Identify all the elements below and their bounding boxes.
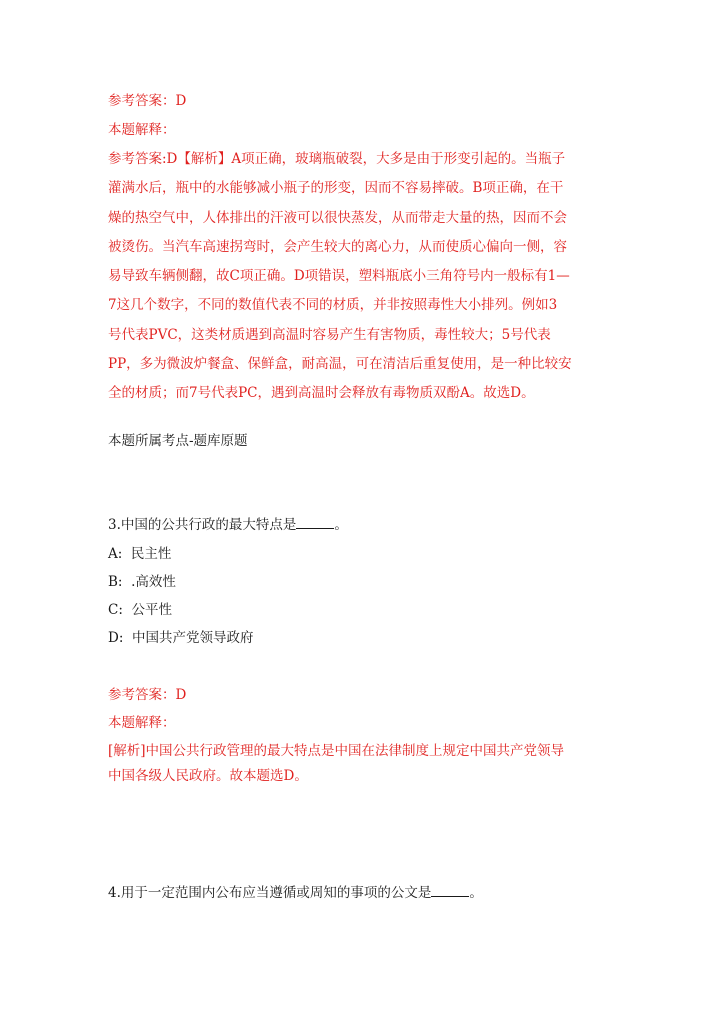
option-key: B: bbox=[108, 574, 123, 590]
q2-explanation-line: 号代表PVC，这类材质遇到高温时容易产生有害物质，毒性较大；5号代表 bbox=[108, 326, 551, 343]
option-text: .高效性 bbox=[131, 574, 176, 590]
q2-explanation bbox=[108, 150, 572, 414]
q4-stem bbox=[108, 884, 483, 902]
q2-explanation-line: PP，多为微波炉餐盒、保鲜盒，耐高温，可在清洁后重复使用，是一种比较安 bbox=[108, 356, 572, 373]
q2-explanation-line: 7这几个数字，不同的数值代表不同的材质，并非按照毒性大小排列。例如3 bbox=[108, 297, 558, 314]
q2-explanation-line: 灌满水后，瓶中的水能够减小瓶子的形变，因而不容易摔破。B项正确，在干 bbox=[108, 180, 564, 197]
q2-explanation-line: 参考答案:D【解析】A项正确，玻璃瓶破裂，大多是由于形变引起的。当瓶子 bbox=[108, 151, 566, 167]
q2-explanation-line: 被烫伤。当汽车高速拐弯时，会产生较大的离心力，从而使质心偏向一侧，容 bbox=[108, 238, 567, 255]
q2-explanation-line: 燥的热空气中，人体排出的汗液可以很快蒸发，从而带走大量的热，因而不会 bbox=[108, 209, 567, 226]
q4-stem-text: 4.用于一定范围内公布应当遵循或周知的事项的公文是 bbox=[108, 885, 432, 901]
q2-explanation-heading: 本题解释： bbox=[108, 122, 176, 138]
q2-explanation-line: 全的材质；而7号代表PC，遇到高温时会释放有毒物质双酚A。故选D。 bbox=[108, 385, 535, 402]
option-text: 中国共产党领导政府 bbox=[131, 630, 254, 646]
option-key: A: bbox=[108, 546, 123, 562]
q3-explanation-line: [解析]中国公共行政管理的最大特点是中国在法律制度上规定中国共产党领导 bbox=[108, 743, 565, 759]
option-key: C: bbox=[108, 602, 123, 618]
q3-stem-end: 。 bbox=[334, 517, 348, 533]
q3-option-c bbox=[108, 601, 172, 619]
q2-topic-line: 本题所属考点-题库原题 bbox=[108, 433, 248, 449]
q2-explanation-line: 易导致车辆侧翻，故C项正确。D项错误，塑料瓶底小三角符号内一般标有1— bbox=[108, 268, 570, 285]
q3-option-d bbox=[108, 629, 253, 647]
q3-explanation bbox=[108, 742, 564, 791]
q3-answer-line: 参考答案：D bbox=[108, 687, 187, 703]
q3-explanation-heading: 本题解释： bbox=[108, 715, 176, 731]
q3-option-a bbox=[108, 545, 171, 563]
q2-answer-line: 参考答案：D bbox=[108, 93, 187, 109]
option-text: 民主性 bbox=[130, 546, 172, 562]
q3-stem-text: 3.中国的公共行政的最大特点是 bbox=[108, 517, 297, 533]
q3-option-b bbox=[108, 573, 176, 591]
option-text: 公平性 bbox=[131, 602, 172, 618]
option-key: D: bbox=[108, 630, 124, 646]
q4-stem-end: 。 bbox=[469, 885, 483, 901]
q3-explanation-line: 中国各级人民政府。故本题选D。 bbox=[108, 767, 308, 784]
q3-answer-blank bbox=[296, 516, 334, 529]
q4-answer-blank bbox=[431, 884, 469, 897]
q3-stem bbox=[108, 516, 348, 534]
